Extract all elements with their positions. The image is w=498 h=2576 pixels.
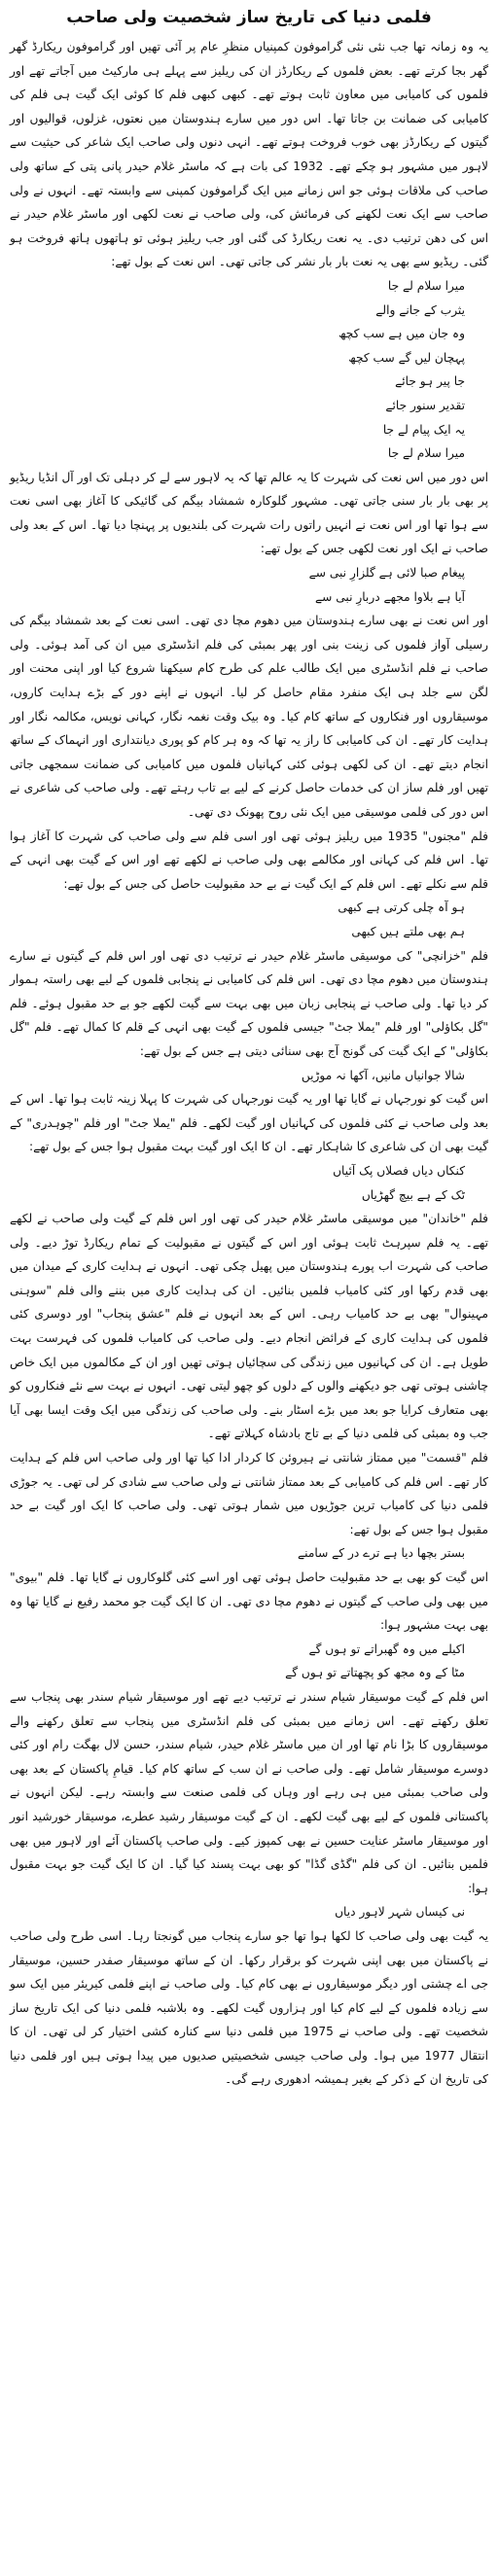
- verse-line: ہم بھی ملتے ہیں کبھی: [351, 924, 465, 938]
- verse-line: میرا سلام لے جا: [387, 278, 465, 293]
- verse-line: ہو آہ چلی کرتی ہے کبھی: [338, 900, 465, 915]
- paragraph: اس گیت کو نورجہاں نے گایا تھا اور یہ گیت نورجہاں کی شہرت کا پہلا زینہ ثابت ہوا تھا۔ اس کے بعد ولی صاحب نے کئی فلموں کی کہانیاں اور گیت لکھے۔ فلم "یملا جٹ" اور فلم "چوہدری" کے گیت بھی ان کی شاعری کا شاہکار تھے۔ ان کا ایک اور گیت بہت مقبول ہوا جس کے بول تھے:: [10, 1092, 488, 1154]
- paragraph: فلم "مجنوں" 1935 میں ریلیز ہوئی تھی اور اسی فلم سے ولی صاحب کی شہرت کا آغاز ہوا تھا۔ اس فلم کی کہانی اور مکالمے بھی ولی صاحب نے لکھے تھے اور اس کے گیت بھی انہی کے قلم سے نکلے تھے۔ اس فلم کے ایک گیت نے بے حد مقبولیت حاصل کی جس کے بول تھے:: [10, 829, 488, 891]
- paragraph: فلم "قسمت" میں ممتاز شانتی نے ہیروئن کا کردار ادا کیا تھا اور ولی صاحب اس فلم کے ہدایت کار تھے۔ اس فلم کی کامیابی کے بعد ممتاز شانتی نے ولی صاحب سے شادی کر لی تھی۔ یہ جوڑی فلمی دنیا کی کامیاب ترین جوڑیوں میں شمار ہوتی تھی۔ ولی صاحب کا ایک اور گیت بے حد مقبول ہوا جس کے بول تھے:: [10, 1451, 488, 1536]
- verse-line: تقدیر سنور جائے: [385, 398, 465, 412]
- verse-line: ٹک کے ہے بیچ گھڑیاں: [361, 1187, 465, 1202]
- paragraph: فلم "خاندان" میں موسیقی ماسٹر غلام حیدر کی تھی اور اس فلم کے گیت ولی صاحب نے لکھے تھے۔ یہ فلم سپرہٹ ثابت ہوئی اور اس کے گیتوں نے مقبولیت کے تمام ریکارڈ توڑ دیے۔ ولی صاحب کی شہرت اب پورے ہندوستان میں پھیل چکی تھی۔ انہوں نے ہدایت کاری کے میدان میں بھی قدم رکھا اور کئی کامیاب فلمیں بنائیں۔ ان کی ہدایت کاری میں بننے والی فلم "سوہنی مہینوال" بھی بے حد کامیاب رہی۔ اس کے بعد انہوں نے فلم "عشق پنجاب" اور دوسری کئی فلموں کی ہدایت کاری کے فرائض انجام دیے۔ ولی صاحب کی کامیاب فلموں کی فہرست بہت طویل ہے۔ ان کی کہانیوں میں زندگی کی سچائیاں ہوتی تھیں اور ان کے مکالموں میں ایک خاص چاشنی ہوتی تھی جو دیکھنے والوں کے دلوں کو چھو لیتی تھی۔ انہوں نے بہت سے نئے فنکاروں کو بھی متعارف کرایا جو بعد میں بڑے اسٹار بنے۔ ولی صاحب کی زندگی میں ایک وقت ایسا بھی آیا جب وہ بمبئی کی فلمی دنیا کے بے تاج بادشاہ کہلاتے تھے۔: [10, 1212, 488, 1441]
- paragraph: فلم "خزانچی" کی موسیقی ماسٹر غلام حیدر نے ترتیب دی تھی اور اس فلم کے گیتوں نے سارے ہندوستان میں دھوم مچا دی تھی۔ اس فلم کی کامیابی نے پنجابی فلموں کے لیے بھی راستہ ہموار کر دیا تھا۔ ولی صاحب نے پنجابی زبان میں بھی بہت سے گیت لکھے جو بے حد مقبول ہوئے۔ فلم "گل بکاؤلی" اور فلم "یملا جٹ" جیسی فلموں کے گیت بھی انہی کے قلم کا کمال تھے۔ فلم "گل بکاؤلی" کے ایک گیت کی گونج آج بھی سنائی دیتی ہے جس کے بول تھے:: [10, 948, 488, 1058]
- article-body: [10, 35, 488, 2092]
- verse-line: یثرب کے جانے والے: [375, 302, 465, 317]
- verse-line: اکیلے میں وہ گھبراتے تو ہوں گے: [308, 1641, 465, 1656]
- paragraph: اس فلم کے گیت موسیقار شیام سندر نے ترتیب دیے تھے اور موسیقار شیام سندر بھی پنجاب سے تعلق رکھتے تھے۔ اس زمانے میں بمبئی کی فلم انڈسٹری میں پنجاب سے تعلق رکھنے والے موسیقاروں کا بڑا نام تھا اور ان میں ماسٹر غلام حیدر، شیام سندر، حسن لال بھگت رام اور کئی دوسرے موسیقار شامل تھے۔ ولی صاحب نے ان سب کے ساتھ کام کیا۔ قیامِ پاکستان کے بعد بھی ولی صاحب بمبئی میں ہی رہے اور وہاں کی فلمی صنعت سے وابستہ رہے۔ لیکن انہوں نے پاکستانی فلموں کے لیے بھی گیت لکھے۔ ان کے گیت موسیقار رشید عطرے، موسیقار خورشید انور اور موسیقار ماسٹر عنایت حسین نے بھی کمپوز کیے۔ ولی صاحب پاکستان آئے اور لاہور میں بھی فلمیں بنائیں۔ ان کی فلم "گڈی گڈا" کو بھی بہت پسند کیا گیا۔ ان کا ایک گیت جو بہت مقبول ہوا:: [10, 1689, 488, 1895]
- article-title: فلمی دنیا کی تاریخ ساز شخصیت ولی صاحب: [66, 8, 432, 27]
- paragraph: اس گیت کو بھی بے حد مقبولیت حاصل ہوئی تھی اور اسے کئی گلوکاروں نے گایا تھا۔ فلم "بیوی" میں بھی ولی صاحب کے گیتوں نے دھوم مچا دی تھی۔ ان کا ایک گیت جو محمد رفیع نے گایا تھا وہ بھی بہت مشہور ہوا:: [10, 1570, 488, 1633]
- verse-line: پہچان لیں گے سب کچھ: [348, 350, 465, 365]
- verse-line: بستر بچھا دیا ہے ترے در کے سامنے: [298, 1546, 465, 1561]
- verse-line: مٹا کے وہ مجھ کو پچھتاتے تو ہوں گے: [285, 1666, 465, 1680]
- paragraph: اور اس نعت نے بھی سارے ہندوستان میں دھوم مچا دی تھی۔ اسی نعت کے بعد شمشاد بیگم کی رسیلی آواز فلموں کی زینت بنی اور پھر بمبئی کی فلم انڈسٹری میں ان کی آمد ہوئی۔ ولی صاحب نے فلم انڈسٹری میں ایک طالب علم کی طرح کام سیکھنا شروع کیا اور اپنی محنت اور لگن سے جلد ہی ایک منفرد مقام حاصل کر لیا۔ انہوں نے اپنے دور کے بڑے ہدایت کاروں، موسیقاروں اور فنکاروں کے ساتھ کام کیا۔ وہ بیک وقت نغمہ نگار، کہانی نویس، مکالمہ نگار اور ہدایت کار تھے۔ ان کی کامیابی کا راز یہ تھا کہ وہ ہر کام کو پوری دیانتداری اور انہماک کے ساتھ انجام دیتے تھے۔ ان کی لکھی ہوئی کئی کہانیاں فلموں میں کامیابی کی ضمانت سمجھی جاتی تھیں اور فلم ساز ان کی خدمات حاصل کرنے کے لیے بے تاب رہتے تھے۔ ولی صاحب کی شاعری نے اس دور کی فلمی موسیقی میں ایک نئی روح پھونک دی تھی۔: [10, 614, 488, 819]
- verse-line: آیا ہے بلاوا مجھے دربارِ نبی سے: [315, 589, 465, 604]
- verse-line: کنکاں دیاں فصلاں پک آئیاں: [333, 1163, 465, 1178]
- verse-line: نی کیساں شہر لاہور دیاں: [335, 1905, 465, 1920]
- paragraph: اس دور میں اس نعت کی شہرت کا یہ عالم تھا کہ یہ لاہور سے لے کر دہلی تک اور آل انڈیا ریڈیو پر بھی بار بار سنی جاتی تھی۔ مشہور گلوکارہ شمشاد بیگم کی گائیکی کا آغاز بھی اسی نعت سے ہوا تھا اور اس نعت نے انہیں راتوں رات شہرت کی بلندیوں پر پہنچا دیا تھا۔ اس کے بعد ولی صاحب نے ایک اور نعت لکھی جس کے بول تھے:: [10, 470, 488, 556]
- verse-line: یہ ایک پیام لے جا: [382, 422, 465, 437]
- verse-line: میرا سلام لے جا: [387, 446, 465, 461]
- paragraph: یہ گیت بھی ولی صاحب کا لکھا ہوا تھا جو سارے پنجاب میں گونجتا رہا۔ اسی طرح ولی صاحب نے پاکستان میں بھی اپنی شہرت کو برقرار رکھا۔ ان کے ساتھ موسیقار صفدر حسین، موسیقار جی اے چشتی اور دیگر موسیقاروں نے بھی کام کیا۔ ولی صاحب نے اپنے فلمی کیریئر میں ایک سو سے زیادہ فلموں کے لیے کام کیا اور ہزاروں گیت لکھے۔ وہ بلاشبہ فلمی دنیا کی ایک تاریخ ساز شخصیت تھے۔ ولی صاحب نے 1975 میں فلمی دنیا سے کنارہ کشی اختیار کر لی تھی۔ ان کا انتقال 1977 میں ہوا۔ ولی صاحب جیسی شخصیتیں صدیوں میں پیدا ہوتی ہیں اور فلمی دنیا کی تاریخ ان کے ذکر کے بغیر ہمیشہ ادھوری رہے گی۔: [10, 1928, 488, 2087]
- paragraph: یہ وہ زمانہ تھا جب نئی نئی گراموفون کمپنیاں منظرِ عام پر آئی تھیں اور گراموفون ریکارڈ گھر گھر بجا کرتے تھے۔ بعض فلموں کے ریکارڈز ان کی ریلیز سے پہلے ہی مارکیٹ میں آجاتے تھے اور فلموں کی کامیابی میں معاون ثابت ہوتے تھے۔ کبھی کبھی فلم کا کوئی ایک گیت ہی فلم کی کامیابی کی ضمانت بن جاتا تھا۔ اس دور میں سارے ہندوستان میں نعتوں، غزلوں، قوالیوں اور گیتوں کے ریکارڈز بھی خوب فروخت ہوتے تھے۔ انہی دنوں ولی صاحب ایک شاعر کی حیثیت سے لاہور میں مشہور ہو چکے تھے۔ 1932 کی بات ہے کہ ماسٹر غلام حیدر پانی پتی کے ساتھ ولی صاحب کی ملاقات ہوئی جو اس زمانے میں ایک گراموفون کمپنی سے وابستہ تھے۔ انہوں نے ولی صاحب سے ایک نعت لکھنے کی فرمائش کی، ولی صاحب نے نعت لکھی اور ماسٹر غلام حیدر نے اس کی دھن ترتیب دی۔ یہ نعت ریکارڈ کی گئی اور جب ریلیز ہوئی تو ہاتھوں ہاتھ فروخت ہو گئی۔ ریڈیو سے بھی یہ نعت بار بار نشر کی جاتی تھی۔ اس نعت کے بول تھے:: [10, 40, 488, 269]
- verse-line: شالا جوانیاں مانیں، آکھا نہ موڑیں: [301, 1068, 465, 1082]
- verse-line: جا پیر ہو جائے: [395, 374, 465, 389]
- verse-line: پیغام صبا لائی ہے گلزارِ نبی سے: [308, 566, 465, 581]
- verse-line: وہ جان میں ہے سب کچھ: [338, 327, 465, 341]
